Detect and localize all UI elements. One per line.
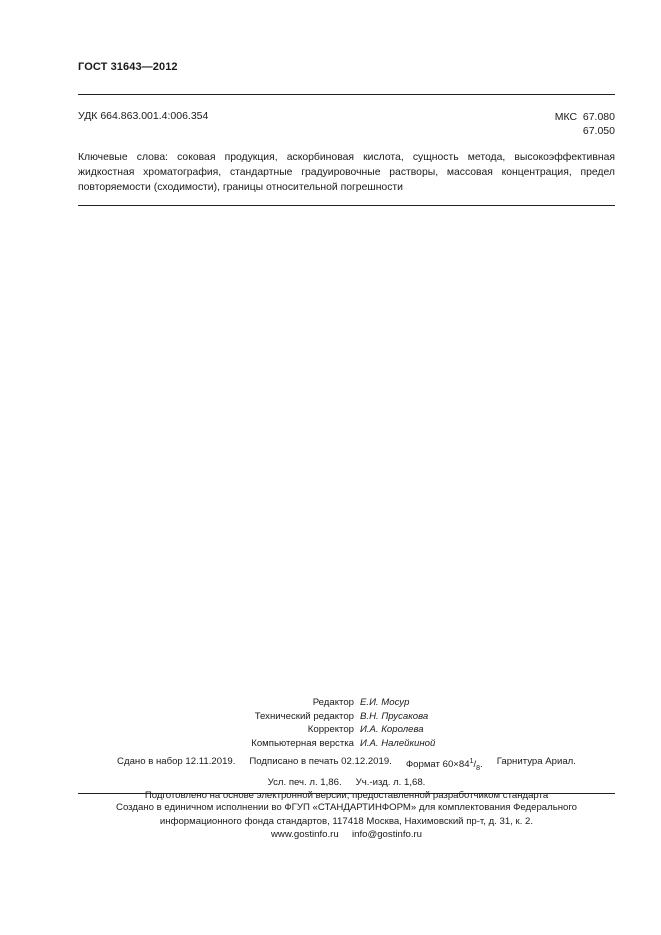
typeset-date: Сдано в набор 12.11.2019. [117, 756, 236, 767]
credit-role: Технический редактор [254, 710, 354, 722]
footer-divider [78, 793, 615, 794]
mks-code: 67.050 [582, 125, 615, 137]
header-divider [78, 94, 615, 95]
credit-row [0, 723, 661, 737]
credit-name: И.А. Королева [360, 724, 424, 735]
email-link[interactable]: info@gostinfo.ru [352, 829, 423, 840]
credit-role: Редактор [312, 697, 354, 708]
paper-format: Формат $60\times 84^1/_8$. [405, 758, 483, 773]
credit-role: Компьютерная верстка [251, 737, 354, 749]
print-sheets: Усл. печ. л. 1,86. [267, 776, 342, 788]
credit-name: В.Н. Прусакова [360, 710, 429, 722]
publishing-sheets: Уч.-изд. л. 1,68. [355, 776, 426, 788]
footer-line: Создано в единичном исполнении во ФГУП «СТАНДАРТИНФОРМ» для комплектования Федерального [116, 802, 577, 813]
credit-row [0, 710, 661, 724]
standard-number: ГОСТ 31643—2012 [78, 61, 178, 73]
credit-name: И.А. Налейкиной [360, 737, 436, 749]
credit-name: Е.И. Мосур [360, 697, 410, 708]
credit-row [0, 696, 661, 710]
typeface: Гарнитура Ариал. [496, 756, 576, 767]
footer-block [78, 801, 615, 842]
mks-code: 67.080 [582, 111, 615, 123]
mks-codes [555, 110, 615, 138]
credit-role: Корректор [307, 724, 354, 735]
footer-line: информационного фонда стандартов, 117418 Москва, Нахимовский пр-т, д. 31, к. 2. [159, 815, 534, 827]
udk-code: УДК 664.863.001.4:006.354 [78, 110, 209, 122]
credit-row [0, 737, 661, 751]
prepared-note: Подготовлено на основе электронной версии, предоставленной разработчиком стандарта [144, 790, 549, 802]
keywords-divider [78, 205, 615, 206]
website-link[interactable]: www.gostinfo.ru [270, 829, 339, 840]
keywords-paragraph: Ключевые слова: соковая продукция, аскорбиновая кислота, сущность метода, высокоэффективная жидкостная хроматография, стандартные градуировочные растворы, массовая концентрация, предел повторяемости (сходимости), границы относительной погрешности [78, 152, 615, 193]
signed-date: Подписано в печать 02.12.2019. [249, 756, 392, 767]
mks-label: МКС [554, 111, 578, 123]
publication-info [78, 755, 615, 803]
credits-block [0, 696, 661, 750]
